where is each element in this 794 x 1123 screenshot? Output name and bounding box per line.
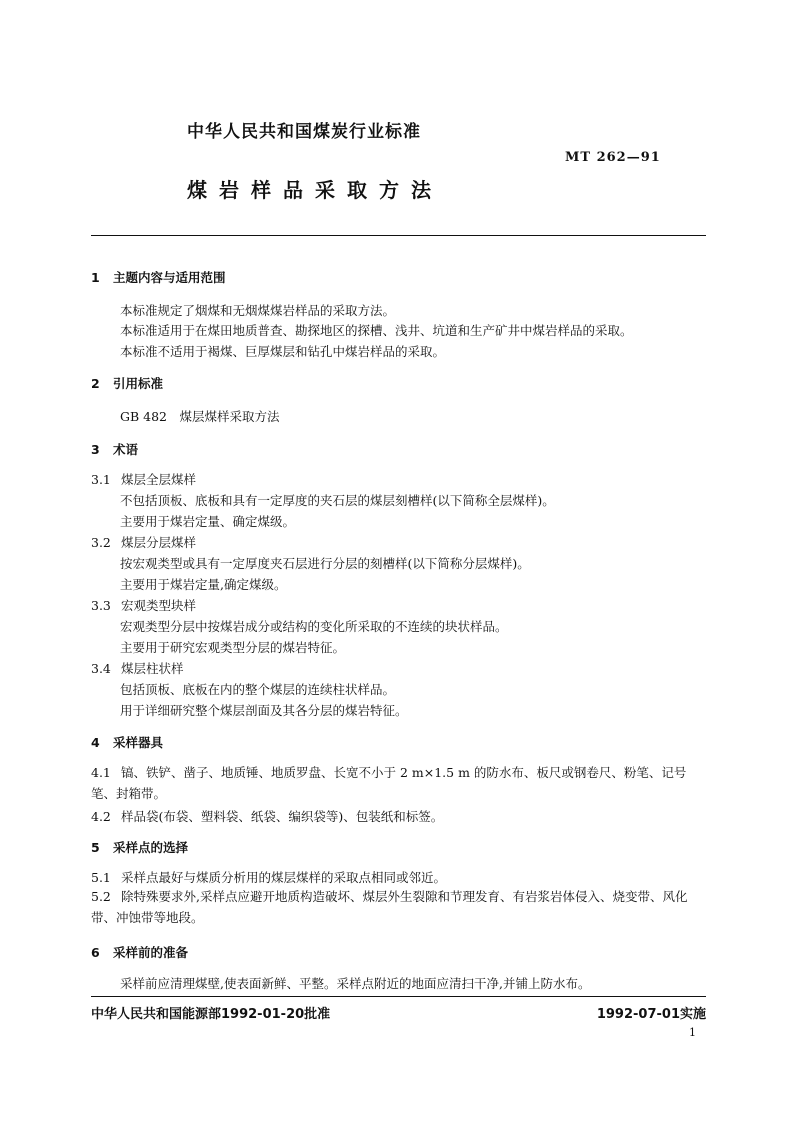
term-usage: 主要用于煤岩定量,确定煤级。 (120, 577, 287, 592)
section-number: 4 (91, 735, 100, 750)
section-number: 3 (91, 442, 100, 457)
term-usage: 主要用于煤岩定量、确定煤级。 (120, 514, 296, 529)
term-name: 煤层柱状样 (121, 661, 184, 676)
section-title: 采样器具 (113, 735, 164, 750)
section-6-heading (91, 943, 188, 961)
section-title: 术语 (113, 442, 139, 457)
section-5-heading (91, 838, 188, 856)
section-title: 采样点的选择 (113, 840, 189, 855)
term-number: 3.1 (91, 472, 111, 487)
clause-number: 5.1 (91, 870, 111, 885)
clause-5-2 (91, 886, 706, 928)
section-1-heading (91, 268, 226, 286)
effective-date: 1992-07-01实施 (596, 1007, 706, 1022)
clause-number: 4.1 (91, 765, 111, 780)
section-title: 采样前的准备 (113, 945, 189, 960)
paragraph: 本标准不适用于褐煤、巨厚煤层和钻孔中煤岩样品的采取。 (120, 344, 446, 359)
paragraph: 本标准规定了烟煤和无烟煤煤岩样品的采取方法。 (120, 303, 396, 318)
footer-rule (91, 996, 706, 997)
reference-item: GB 482 煤层煤样采取方法 (120, 409, 280, 424)
term-3-3-title (91, 596, 196, 614)
term-3-2-title (91, 533, 196, 551)
term-number: 3.3 (91, 598, 111, 613)
document-title: 煤岩样品采取方法 (187, 178, 443, 202)
term-3-1-title (91, 470, 196, 488)
term-number: 3.2 (91, 535, 111, 550)
clause-text: 镐、铁铲、凿子、地质锤、地质罗盘、长宽不小于 2 m×1.5 m 的防水布、板尺或钢卷尺、粉笔、记号笔、封箱带。 (91, 765, 687, 801)
approval-date: 中华人民共和国能源部1992-01-20批准 (91, 1007, 331, 1022)
section-4-heading (91, 733, 163, 751)
section-2-heading (91, 374, 163, 392)
standard-organization: 中华人民共和国煤炭行业标准 (187, 122, 421, 142)
term-name: 宏观类型块样 (121, 598, 197, 613)
clause-number: 4.2 (91, 809, 111, 824)
section-title: 主题内容与适用范围 (113, 270, 226, 285)
term-usage: 用于详细研究整个煤层剖面及其各分层的煤岩特征。 (120, 703, 408, 718)
term-usage: 主要用于研究宏观类型分层的煤岩特征。 (120, 640, 346, 655)
term-number: 3.4 (91, 661, 111, 676)
standard-code: MT 262—91 (565, 150, 661, 165)
clause-text: 样品袋(布袋、塑料袋、纸袋、编织袋等)、包装纸和标签。 (121, 809, 444, 824)
term-definition: 宏观类型分层中按煤岩成分或结构的变化所采取的不连续的块状样品。 (120, 619, 508, 634)
clause-number: 5.2 (91, 889, 111, 904)
clause-4-1 (91, 762, 706, 804)
section-number: 2 (91, 376, 100, 391)
clause-4-2 (91, 807, 443, 825)
section-number: 5 (91, 840, 100, 855)
term-3-4-title (91, 659, 184, 677)
term-name: 煤层分层煤样 (121, 535, 197, 550)
section-number: 6 (91, 945, 100, 960)
header-rule (91, 235, 706, 236)
term-definition: 按宏观类型或具有一定厚度夹石层进行分层的刻槽样(以下简称分层煤样)。 (120, 556, 530, 571)
paragraph: 本标准适用于在煤田地质普查、勘探地区的探槽、浅井、坑道和生产矿井中煤岩样品的采取。 (120, 323, 633, 338)
section-3-heading (91, 440, 138, 458)
paragraph: 采样前应清理煤壁,使表面新鲜、平整。采样点附近的地面应清扫干净,并铺上防水布。 (120, 976, 591, 991)
term-definition: 不包括顶板、底板和具有一定厚度的夹石层的煤层刻槽样(以下简称全层煤样)。 (120, 493, 555, 508)
term-definition: 包括顶板、底板在内的整个煤层的连续柱状样品。 (120, 682, 396, 697)
section-title: 引用标准 (113, 376, 164, 391)
section-number: 1 (91, 270, 100, 285)
clause-text: 采样点最好与煤质分析用的煤层煤样的采取点相同或邻近。 (121, 870, 447, 885)
clause-text: 除特殊要求外,采样点应避开地质构造破坏、煤层外生裂隙和节理发育、有岩浆岩体侵入、烧变带、风化带、冲蚀带等地段。 (91, 889, 688, 925)
term-name: 煤层全层煤样 (121, 472, 197, 487)
clause-5-1 (91, 868, 446, 886)
page-number: 1 (689, 1026, 696, 1039)
